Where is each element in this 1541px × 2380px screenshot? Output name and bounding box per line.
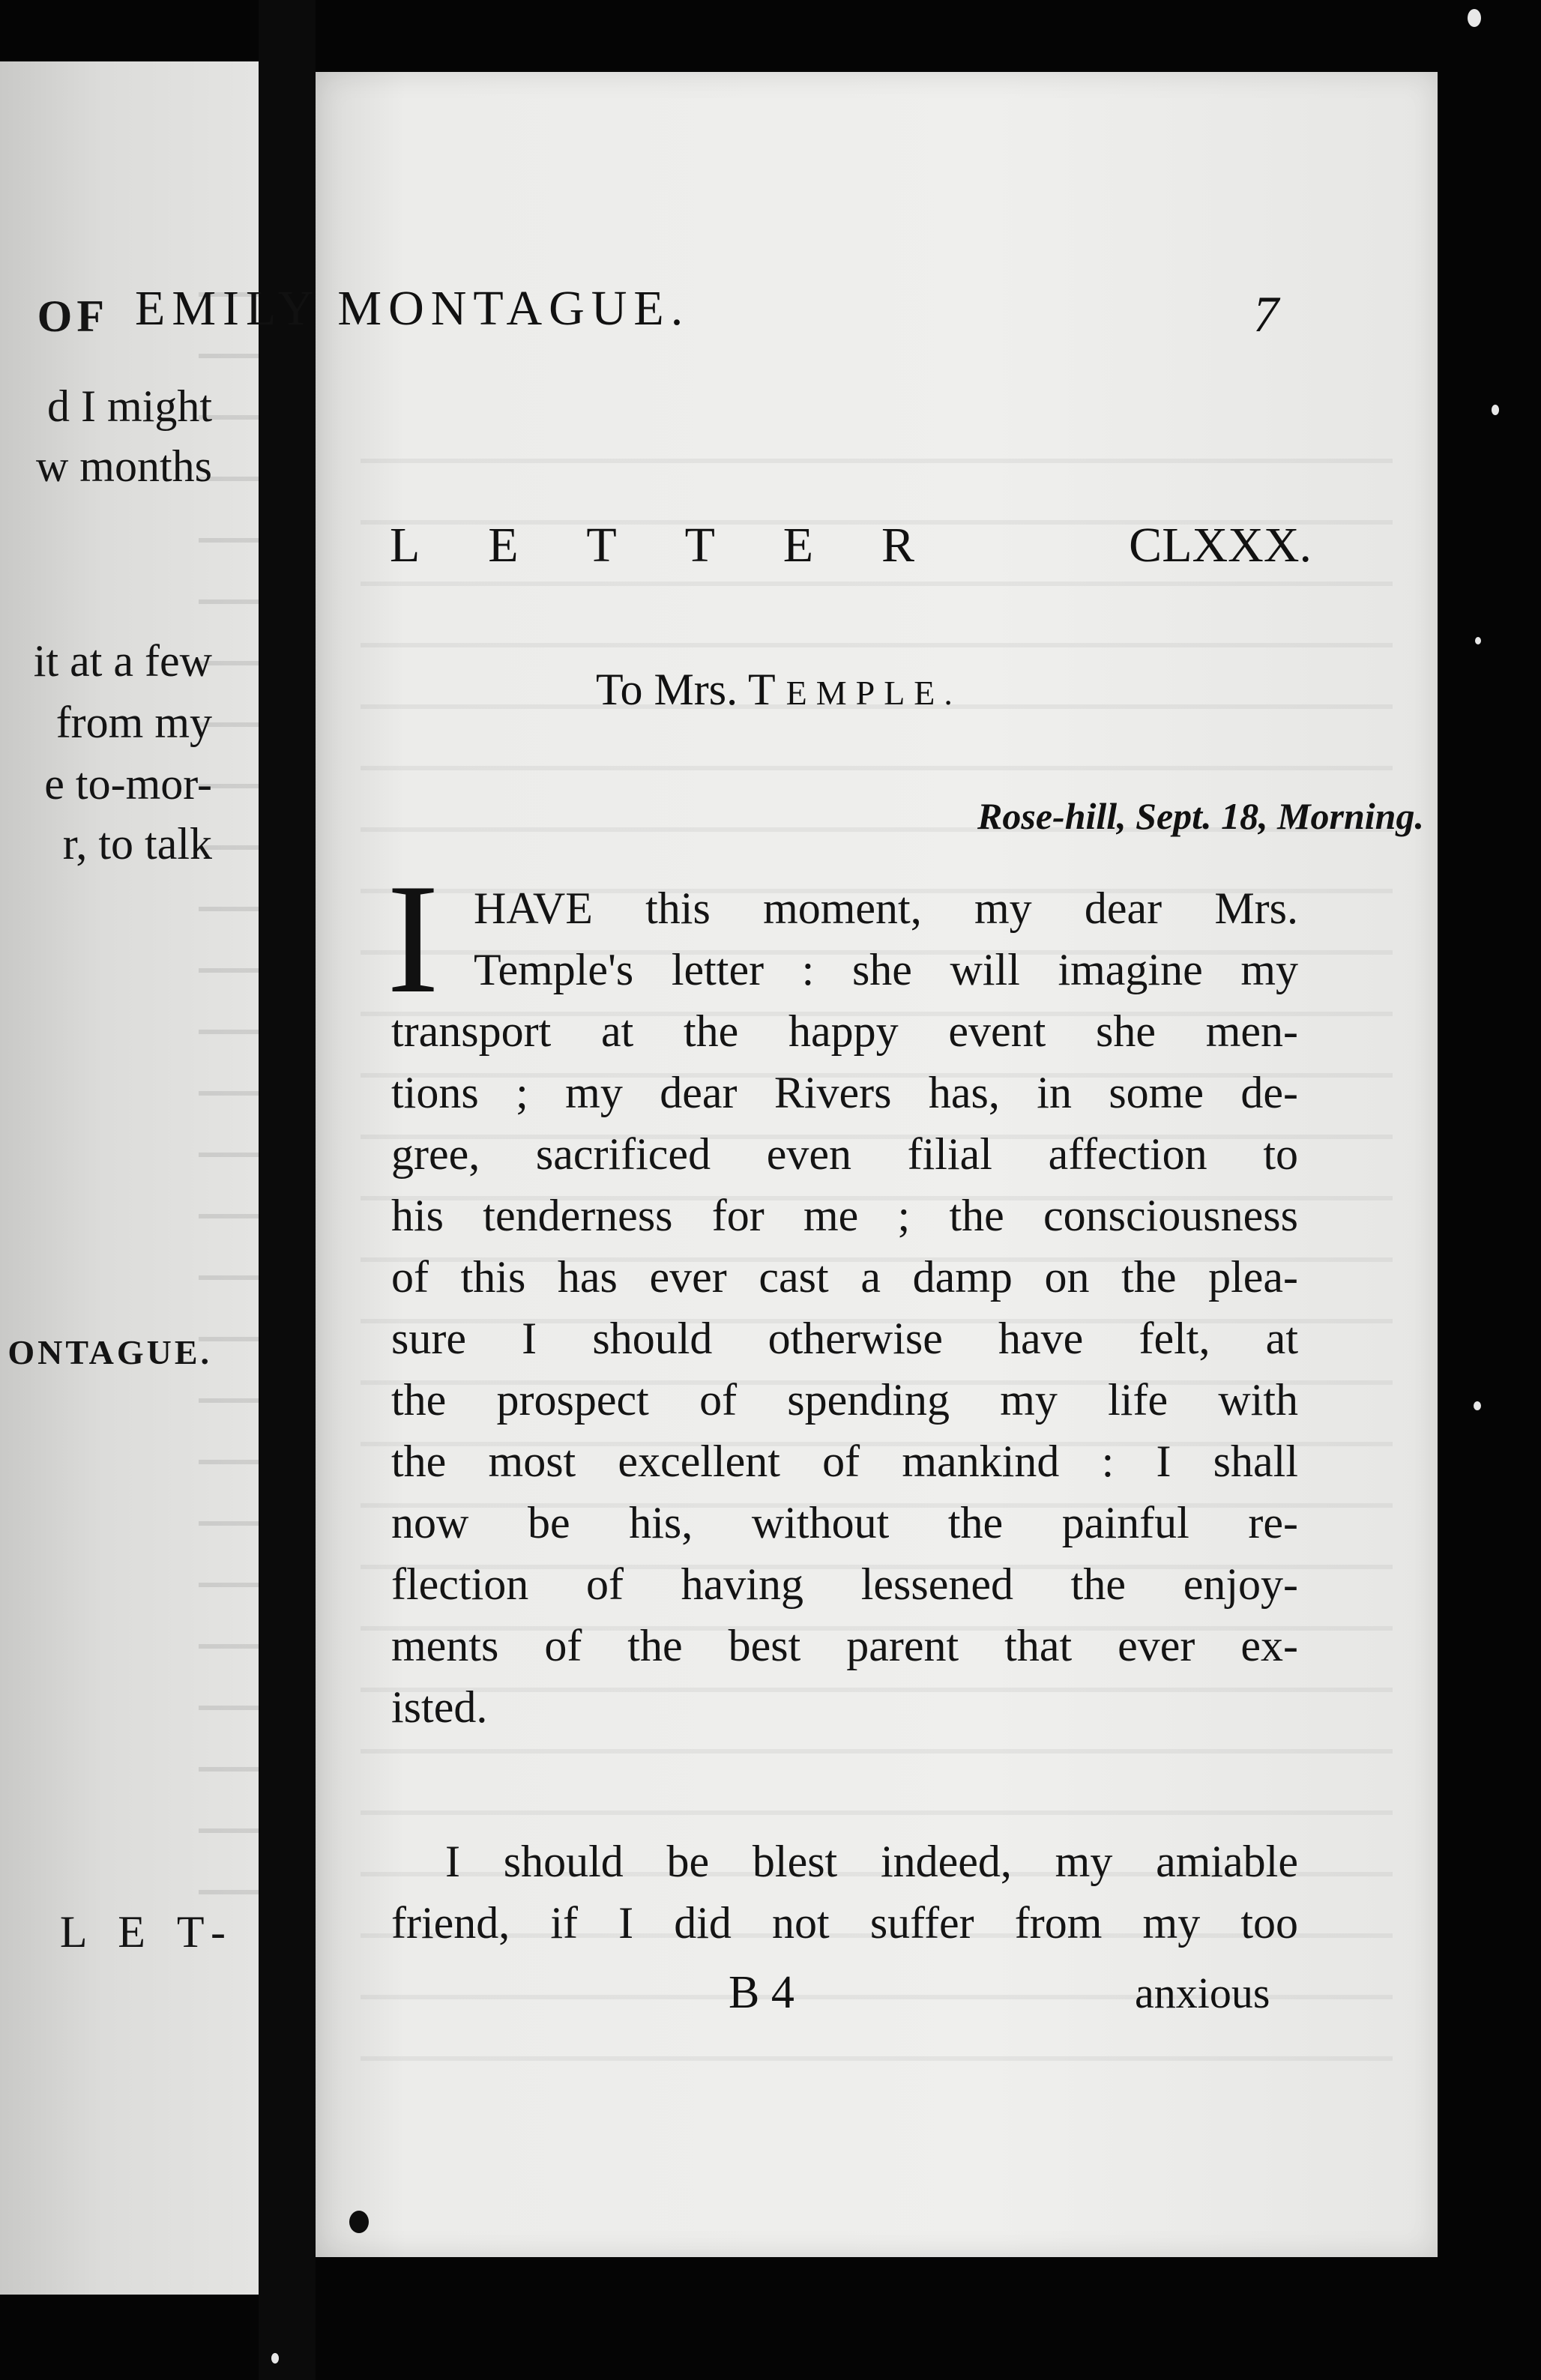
letter-heading-char: R: [881, 518, 914, 573]
scan-speck: [1468, 9, 1481, 27]
facing-page-catchword: L E T-: [59, 1907, 236, 1957]
body-line: ments of the best parent that ever ex-: [391, 1621, 1298, 1670]
addressee-lead: To Mrs. T: [596, 665, 775, 714]
body-line: tions ; my dear Rivers has, in some de-: [391, 1068, 1298, 1117]
running-head: EMILY MONTAGUE.: [135, 281, 690, 336]
body-line: now be his, without the painful re-: [391, 1498, 1298, 1547]
letter-heading-char: E: [488, 518, 519, 573]
catchword: anxious: [1135, 1969, 1270, 2017]
body-line: the most excellent of mankind : I shall: [391, 1437, 1298, 1486]
signature-mark: B 4: [729, 1967, 794, 2018]
letter-heading-char: T: [586, 518, 617, 573]
body-line: his tenderness for me ; the consciousness: [391, 1191, 1298, 1240]
body-line: of this has ever cast a damp on the plea-: [391, 1252, 1298, 1302]
book-gutter: [259, 0, 316, 2380]
dateline: Rose-hill, Sept. 18, Morning.: [977, 795, 1424, 837]
letter-heading-char: T: [684, 518, 715, 573]
facing-page-line: e to-mor-: [44, 759, 212, 809]
page-number: 7: [1253, 286, 1279, 342]
facing-page-running-head: OF: [37, 292, 109, 341]
letter-heading-char: L: [390, 518, 420, 573]
facing-page-signature: ONTAGUE.: [7, 1333, 212, 1371]
letter-number: CLXXX.: [1129, 518, 1312, 573]
body-line: flection of having lessened the enjoy-: [391, 1559, 1298, 1609]
scan-speck: [1474, 1401, 1481, 1410]
body-line: Temple's letter : she will imagine my: [474, 945, 1298, 994]
body-line: isted.: [391, 1682, 488, 1732]
scan-speck: [271, 2353, 279, 2364]
scan-speck: [1475, 637, 1481, 644]
addressee: [596, 664, 962, 716]
letter-heading: [390, 517, 1312, 574]
letter-heading-char: E: [782, 518, 814, 573]
facing-page-line: w months: [35, 441, 212, 491]
body-line: sure I should otherwise have felt, at: [391, 1314, 1298, 1363]
body-line: I should be blest indeed, my amiable: [445, 1837, 1298, 1886]
body-line: HAVE this moment, my dear Mrs.: [474, 884, 1298, 933]
drop-cap: I: [387, 852, 439, 1026]
facing-page-line: r, to talk: [62, 819, 212, 869]
letter-heading-word: [390, 517, 914, 574]
body-line: transport at the happy event she men-: [391, 1006, 1298, 1056]
ink-blot: [349, 2211, 369, 2233]
facing-page-line: d I might: [47, 381, 212, 431]
facing-page-line: from my: [55, 698, 212, 747]
body-line: gree, sacrificed even filial affection to: [391, 1129, 1298, 1179]
body-line: friend, if I did not suffer from my too: [391, 1898, 1298, 1948]
addressee-caps: EMPLE.: [785, 674, 962, 712]
scan-speck: [1492, 405, 1499, 415]
body-line: the prospect of spending my life with: [391, 1375, 1298, 1425]
show-through-text: [199, 249, 259, 1897]
facing-page: [0, 61, 259, 2295]
facing-page-line: it at a few: [33, 636, 212, 686]
